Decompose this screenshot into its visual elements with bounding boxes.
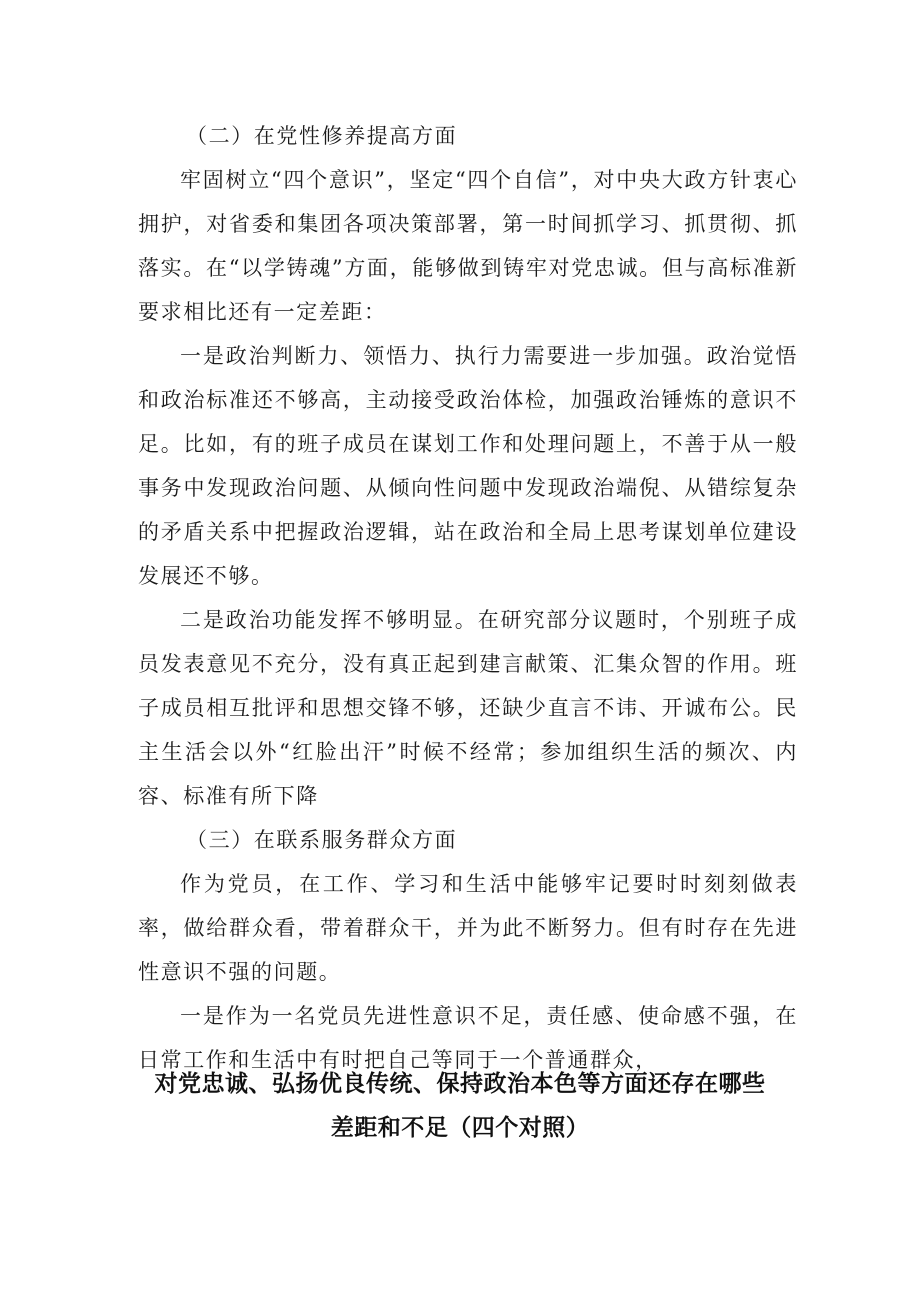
footer-title-line-1: 对党忠诚、弘扬优良传统、保持政治本色等方面还存在哪些 <box>154 1071 766 1097</box>
footer-title-line-2: 差距和不足（四个对照） <box>330 1115 590 1141</box>
section-heading-2: （二）在党性修养提高方面 <box>186 124 458 148</box>
document-body <box>138 114 798 1082</box>
body-paragraph: 一是政治判断力、领悟力、执行力需要进一步加强。政治觉悟和政治标准还不够高，主动接受政治体检，加强政治锤炼的意识不足。比如，有的班子成员在谋划工作和处理问题上，不善于从一般事务中发现政治问题、从倾向性问题中发现政治端倪、从错综复杂的矛盾关系中把握政治逻辑，站在政治和全局上思考谋划单位建设发展还不够。 <box>138 344 798 588</box>
body-paragraph: 牢固树立“四个意识”，坚定“四个自信”，对中央大政方针衷心拥护，对省委和集团各项决策部署，第一时间抓学习、抓贯彻、抓落实。在“以学铸魂”方面，能够做到铸牢对党忠诚。但与高标准新要求相比还有一定差距： <box>138 168 798 324</box>
body-paragraph: 作为党员，在工作、学习和生活中能够牢记要时时刻刻做表率，做给群众看，带着群众干，并为此不断努力。但有时存在先进性意识不强的问题。 <box>138 872 798 984</box>
body-paragraph: 二是政治功能发挥不够明显。在研究部分议题时，个别班子成员发表意见不充分，没有真正起到建言献策、汇集众智的作用。班子成员相互批评和思想交锋不够，还缺少直言不讳、开诚布公。民主生活会以外“红脸出汗”时候不经常；参加组织生活的频次、内容、标准有所下降 <box>138 608 798 808</box>
section-heading-3: （三）在联系服务群众方面 <box>186 828 458 852</box>
footer-title <box>100 1062 820 1150</box>
body-paragraph: 一是作为一名党员先进性意识不足，责任感、使命感不强，在日常工作和生活中有时把自己等同于一个普通群众， <box>138 1004 798 1072</box>
